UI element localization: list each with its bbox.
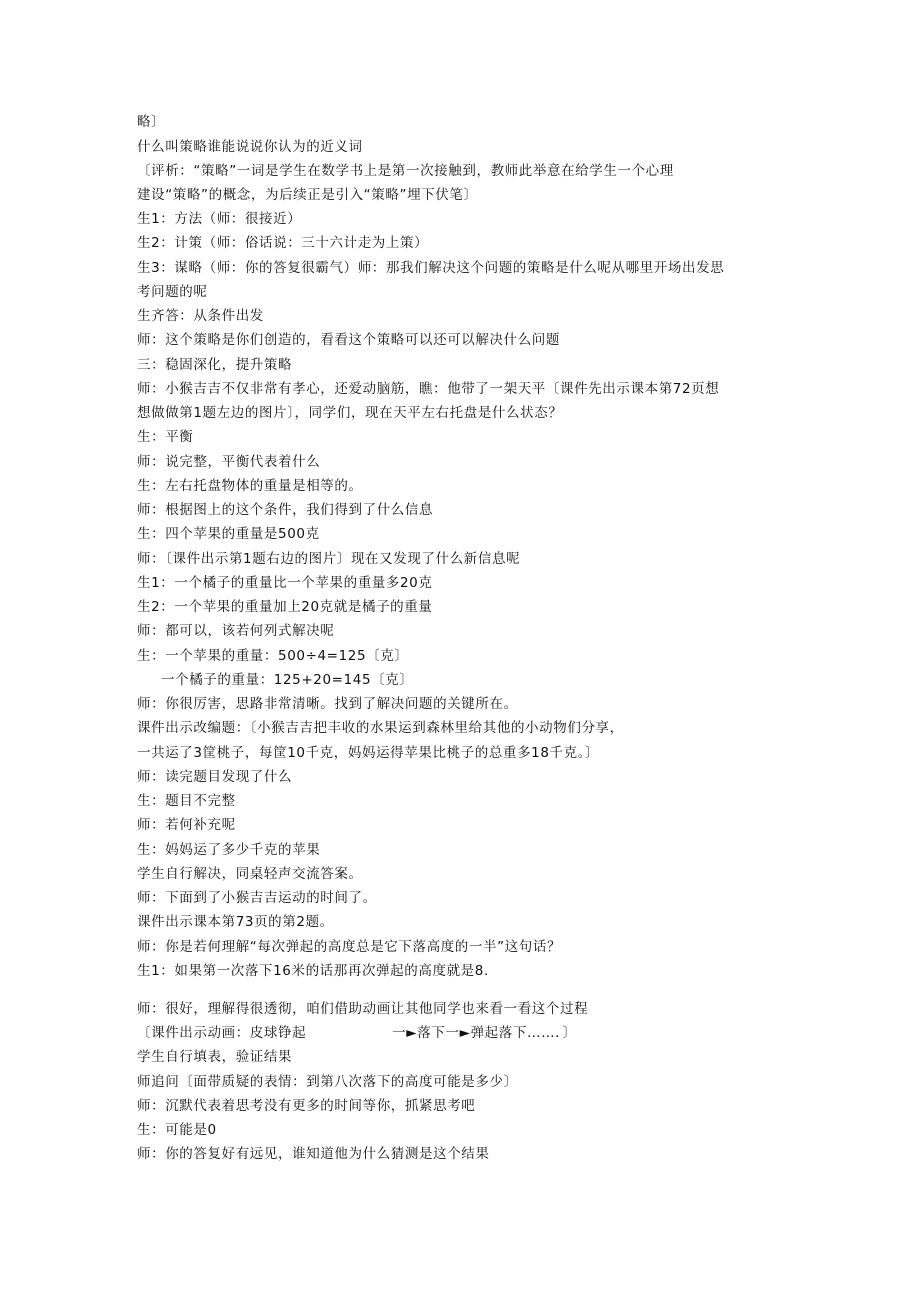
text-line: 略〕 (137, 114, 166, 130)
text-line: 生3：谋略（师：你的答复很霸气）师：那我们解决这个问题的策略是什么呢从哪里开场出发思 (137, 260, 725, 276)
text-line: 生：左右托盘物体的重量是相等的。 (137, 478, 363, 494)
text-line: 师：你的答复好有远见，谁知道他为什么猜测是这个结果 (137, 1146, 490, 1162)
section-heading: 三：稳固深化，提升策略 (137, 357, 293, 373)
text-line-indented: 一个橘子的重量：125+20=145〔克〕 (161, 672, 414, 688)
text-line: 师：很好，理解得很透彻，咱们借助动画让其他同学也来看一看这个过程 (137, 1001, 589, 1017)
animation-text-end: 一►落下一►弹起落下……．〕 (392, 1025, 577, 1041)
text-line: 师：小猴吉吉不仅非常有孝心，还爱动脑筋，瞧：他带了一架天平〔课件先出示课本第72页想 (137, 381, 720, 397)
text-line: 生1：如果第一次落下16米的话那再次弹起的高度就是8. (137, 963, 489, 979)
text-line: 生1：方法（师：很接近） (137, 211, 302, 227)
text-line: 生：一个苹果的重量：500÷4=125〔克〕 (137, 648, 409, 664)
text-line: 生：妈妈运了多少千克的苹果 (137, 842, 321, 858)
text-line: 课件出示课本第73页的第2题。 (137, 914, 334, 930)
text-line: 师：根据图上的这个条件，我们得到了什么信息 (137, 502, 434, 518)
text-line: 生2：一个苹果的重量加上20克就是橘子的重量 (137, 599, 433, 615)
text-line: 生：四个苹果的重量是500克 (137, 526, 320, 542)
text-line: 师：你很厉害，思路非常清晰。找到了解决问题的关键所在。 (137, 696, 518, 712)
text-line: 想做做第1题左边的图片〕，同学们，现在天平左右托盘是什么状态？ (137, 405, 563, 421)
text-line: 师：沉默代表着思考没有更多的时间等你，抓紧思考吧 (137, 1098, 476, 1114)
text-line: 〔评析：“策略”一词是学生在数学书上是第一次接触到，教师此举意在给学生一个心理 (137, 163, 674, 179)
text-line: 生1：一个橘子的重量比一个苹果的重量多20克 (137, 575, 433, 591)
text-line: 师：〔课件出示第1题右边的图片〕现在又发现了什么新信息呢 (137, 551, 521, 567)
text-line: 生：可能是0 (137, 1122, 217, 1138)
animation-text-start: 〔课件出示动画：皮球铮起 (137, 1025, 307, 1041)
text-line-animation (137, 1023, 577, 1043)
text-line: 师：读完题目发现了什么 (137, 769, 293, 785)
text-line: 师：说完整，平衡代表着什么 (137, 454, 321, 470)
text-line: 建设“策略”的概念，为后续正是引入“策略”埋下伏笔〕 (137, 187, 478, 203)
text-line: 师：下面到了小猴吉吉运动的时间了。 (137, 890, 377, 906)
text-line: 生：平衡 (137, 429, 194, 445)
text-line: 生：题目不完整 (137, 793, 236, 809)
text-line: 一共运了3筐桃子，每筐10千克，妈妈运得苹果比桃子的总重多18千克。〕 (137, 745, 600, 761)
text-line: 学生自行解决，同桌轻声交流答案。 (137, 866, 363, 882)
text-line: 师追问〔面带质疑的表情：到第八次落下的高度可能是多少〕 (137, 1074, 518, 1090)
text-line: 师：都可以，该若何列式解决呢 (137, 623, 335, 639)
text-line: 考问题的呢 (137, 284, 208, 300)
text-line: 师：这个策略是你们创造的，看看这个策略可以还可以解决什么问题 (137, 332, 560, 348)
text-line: 课件出示改编题：〔小猴吉吉把丰收的水果运到森林里给其他的小动物们分享， (137, 720, 624, 736)
text-line: 什么叫策略谁能说说你认为的近义词 (137, 139, 363, 155)
text-line: 学生自行填表，验证结果 (137, 1049, 293, 1065)
text-line: 师：你是若何理解“每次弹起的高度总是它下落高度的一半”这句话？ (137, 939, 562, 955)
text-line: 师：若何补充呢 (137, 817, 236, 833)
text-line: 生2：计策（师：俗话说：三十六计走为上策） (137, 235, 429, 251)
text-line: 生齐答：从条件出发 (137, 308, 264, 324)
